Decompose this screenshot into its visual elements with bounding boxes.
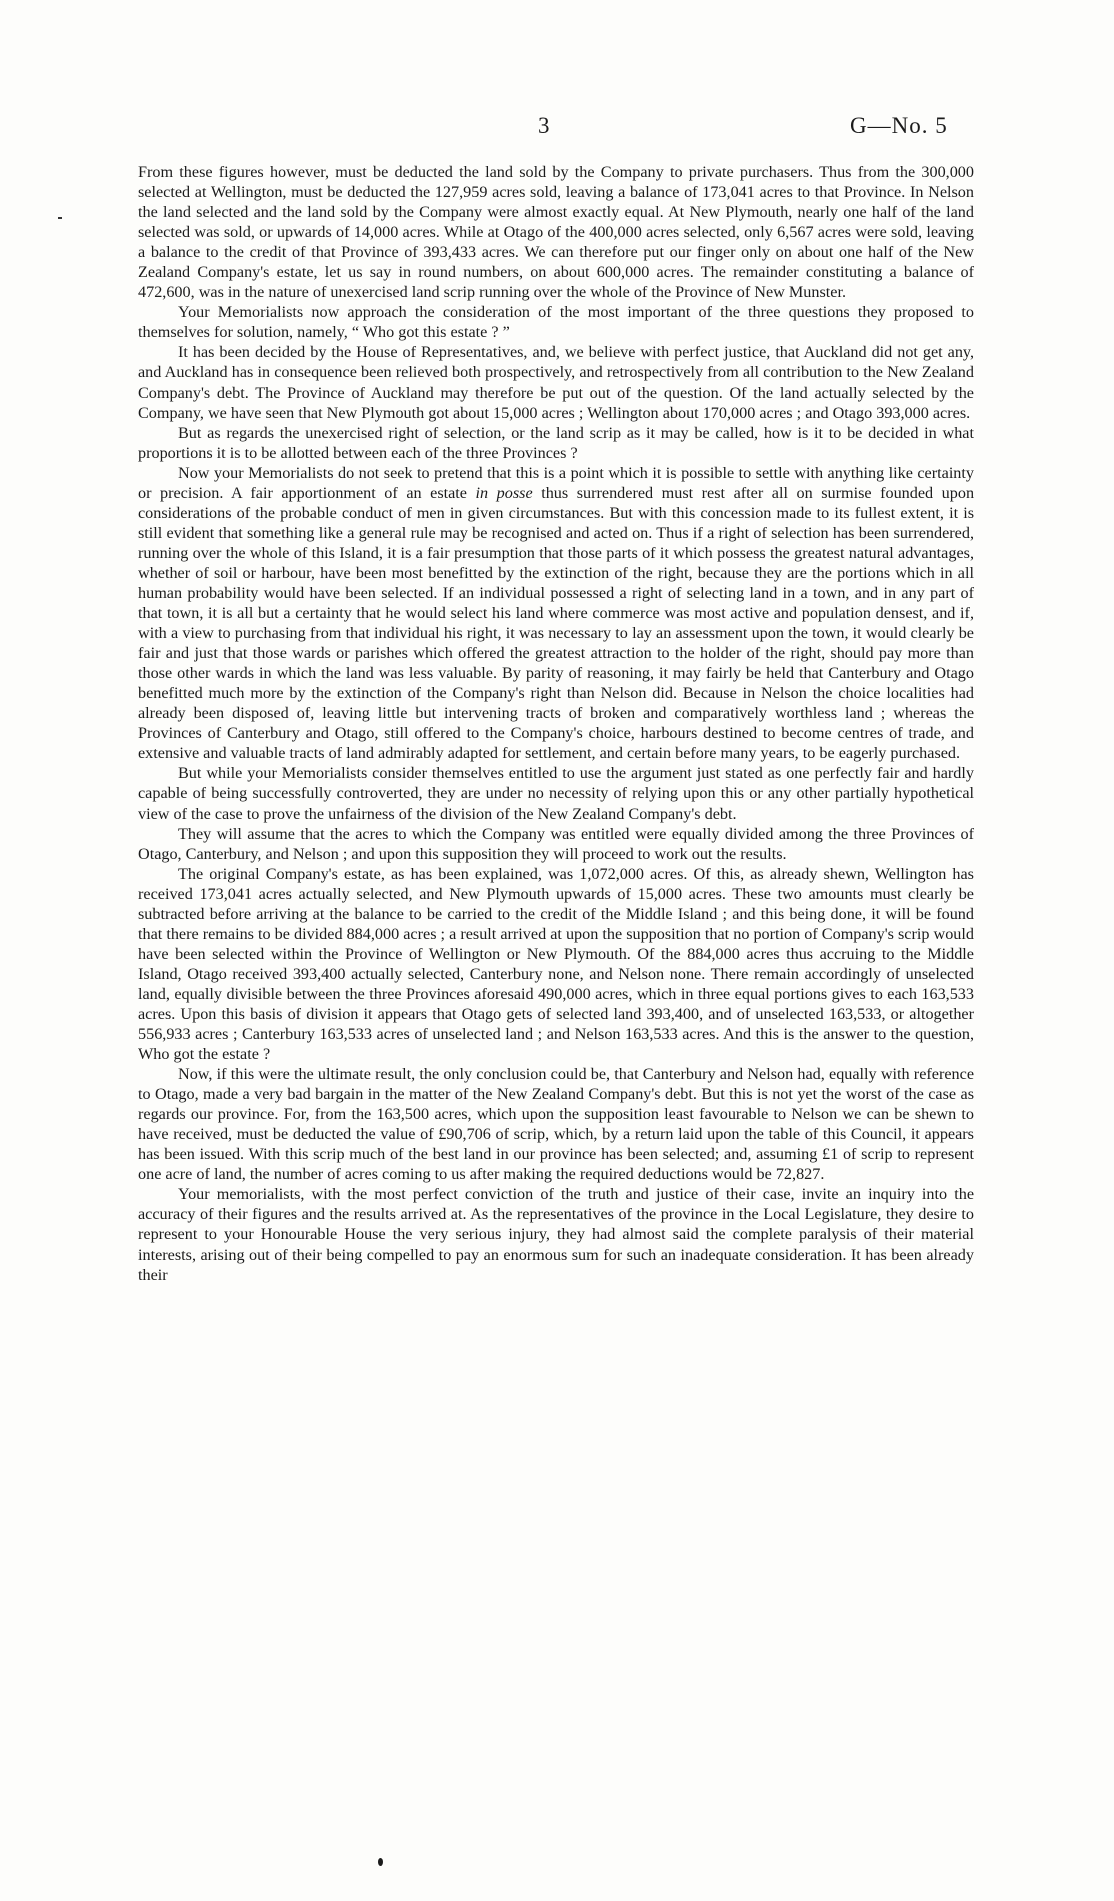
paragraph-apportionment bbox=[138, 463, 974, 764]
apportionment-text-start: Now your Memorialists do not seek to pretend that this is a point which it is possible to settle with anything like certainty or precision. A fair apportionment of an estate bbox=[138, 463, 974, 502]
page-dot-mark bbox=[378, 1858, 383, 1866]
paragraph-original-estate: The original Company's estate, as has been explained, was 1,072,000 acres. Of this, as already shewn, Wellington has received 173,041 acres actually selected, and New Plymouth upwards of 15,000 acres. These two amounts must clearly be subtracted before arriving at the balance to be carried to the credit of the Middle Island ; and this being done, it will be found that there remains to be divided 884,000 acres ; a result arrived at upon the supposition that no portion of Company's scrip would have been selected within the Province of Wellington or New Plymouth. Of the 884,000 acres thus accruing to the Middle Island, Otago received 393,400 actually selected, Canterbury none, and Nelson none. There remain accordingly of unselected land, equally divisible between the three Provinces aforesaid 490,000 acres, which in three equal portions gives to each 163,533 acres. Upon this basis of division it appears that Otago gets of selected land 393,400, and of unselected 163,533, or altogether 556,933 acres ; Canterbury 163,533 acres of unselected land ; and Nelson 163,533 acres. And this is the answer to the question, Who got the estate ? bbox=[138, 864, 974, 1064]
margin-mark bbox=[58, 217, 62, 219]
paragraph-conclusion: Now, if this were the ultimate result, the only conclusion could be, that Canterbury and Nelson had, equally with reference to Otago, made a very bad bargain in the matter of the New Zealand Company's debt. But this is not yet the worst of the case as regards our province. For, from the 163,500 acres, which upon the supposition least favourable to Nelson we can be shewn to have received, must be deducted the value of £90,706 of scrip, which, by a return laid upon the table of this Council, it appears has been issued. With this scrip much of the best land in our province has been selected; and, assuming £1 of scrip to represent one acre of land, the number of acres coming to us after making the required deductions would be 72,827. bbox=[138, 1065, 974, 1184]
apportionment-italic-term: in posse bbox=[475, 483, 533, 502]
paragraph-auckland: It has been decided by the House of Representatives, and, we believe with perfect justice, that Auckland did not get any, and Auckland has in consequence been relieved both prospectively, and retrospectively from all contribution to the New Zealand Company's debt. The Province of Auckland may therefore be put out of the question. Of the land actually selected by the Company, we have seen that New Plymouth got about 15,000 acres ; Wellington about 170,000 acres ; and Otago 393,000 acres. bbox=[138, 343, 974, 422]
apportionment-text-end: thus surrendered must rest after all on surmise founded upon considerations of the probable conduct of men in given circumstances. But with this concession made to its fullest extent, it is still evident that something like a general rule may be recognised and acted on. Thus if a right of selection has been surrendered, running over the whole of this Island, it is a fair presumption that those parts of it which possess the greatest natural advantages, whether of soil or harbour, have been most benefitted by the extinction of the right, because they are the portions which in all human probability would have been selected. If an individual possessed a right of selecting land in a town, and in any part of that town, it is all but a certainty that he would select his land where commerce was most active and population densest, and if, with a view to purchasing from that individual his right, it was necessary to lay an assessment upon the town, it would clearly be fair and just that those wards or parishes which offered the greatest attraction to the holder of the right, should pay more than those other wards in which the land was less valuable. By parity of reasoning, it may fairly be held that Canterbury and Otago benefitted much more by the extinction of the Company's right than Nelson did. Because in Nelson the choice localities had already been disposed of, leaving little but intervening tracts of broken and comparatively worthless land ; whereas the Provinces of Canterbury and Otago, still offered to the Company's choice, harbours destined to become centres of trade, and extensive and valuable tracts of land admirably adapted for settlement, and certain before many years, to be eagerly purchased. bbox=[138, 483, 975, 763]
paragraph-land-sold: From these figures however, must be deducted the land sold by the Company to private purchasers. Thus from the 300,000 selected at Wellington, must be deducted the 127,959 acres sold, leaving a balance of 173,041 acres to that Province. In Nelson the land selected and the land sold by the Company were almost exactly equal. At New Plymouth, nearly one half of the land selected was sold, or upwards of 14,000 acres. While at Otago of the 400,000 acres selected, only 6,567 acres were sold, leaving a balance to the credit of that Province of 393,433 acres. We can therefore put our finger only on about one half of the New Zealand Company's estate, let us say in round numbers, on about 600,000 acres. The remainder constituting a balance of 472,600, was in the nature of unexercised land scrip running over the whole of the Province of New Munster. bbox=[138, 163, 974, 302]
paragraph-who-got-estate: Your Memorialists now approach the consideration of the most important of the three questions they proposed to themselves for solution, namely, “ Who got this estate ? ” bbox=[138, 303, 974, 342]
document-body bbox=[138, 162, 974, 1285]
page-number: 3 bbox=[538, 113, 550, 138]
paragraph-inquiry: Your memorialists, with the most perfect conviction of the truth and justice of their case, invite an inquiry into the accuracy of their figures and the results arrived at. As the representatives of the province in the Local Legislature, they desire to represent to your Honourable House the very serious injury, they had almost said the complete paralysis of their material interests, arising out of their being compelled to pay an enormous sum for such an inadequate consideration. It has been already their bbox=[138, 1185, 974, 1284]
paragraph-assumption: They will assume that the acres to which the Company was entitled were equally divided among the three Provinces of Otago, Canterbury, and Nelson ; and upon this supposition they will proceed to work out the results. bbox=[138, 824, 974, 863]
paragraph-argument: But while your Memorialists consider themselves entitled to use the argument just stated as one perfectly fair and hardly capable of being successfully controverted, they are under no necessity of relying upon this or any other partially hypothetical view of the case to prove the unfairness of the division of the New Zealand Company's debt. bbox=[138, 764, 974, 823]
paragraph-unexercised-right: But as regards the unexercised right of selection, or the land scrip as it may be called, how is it to be decided in what proportions it is to be allotted between each of the three Provinces ? bbox=[138, 423, 974, 462]
document-reference: G—No. 5 bbox=[850, 113, 948, 138]
